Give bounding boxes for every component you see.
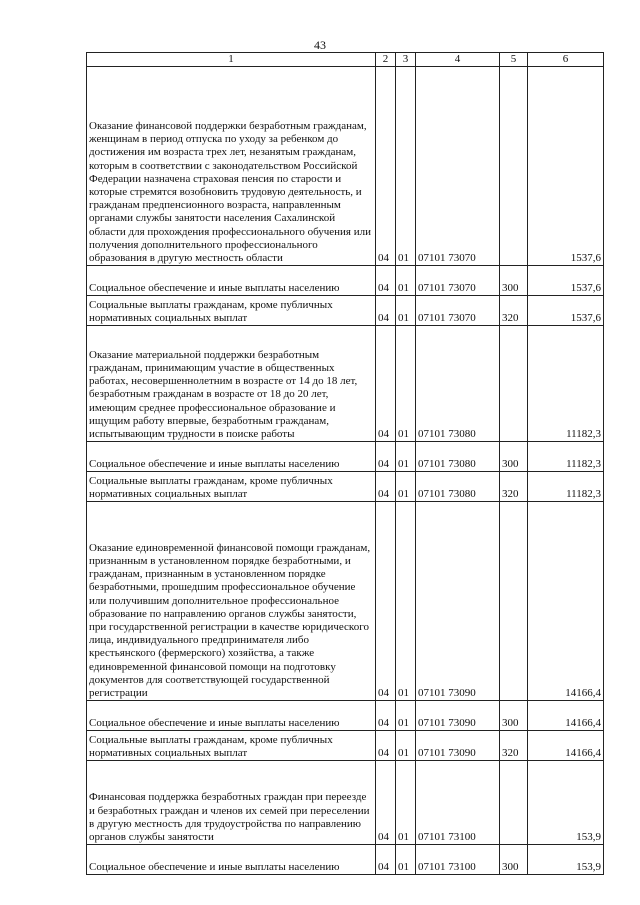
target-article-code: 07101 73090 [416,731,500,761]
subsection-code: 01 [396,701,416,731]
row-name: Социальные выплаты гражданам, кроме публичных нормативных социальных выплат [87,472,376,502]
expense-type-code: 300 [500,845,528,875]
expense-type-code [500,326,528,442]
target-article-code: 07101 73070 [416,67,500,266]
column-header: 2 [376,53,396,67]
row-name: Оказание финансовой поддержки безработным гражданам, женщинам в период отпуска по уходу за ребенком до достижения им возраста трех лет, незанятым гражданам, которым в соответствии с законодательством Российской Федерации назначена страховая пенсия по старости и которые стремятся возобновить трудовую деятельность, и гражданам предпенсионного возраста, направленным органами службы занятости населения Сахалинской области для прохождения профессионального обучения или получения дополнительного профессионального образования в другую местность области [87,67,376,266]
amount-value: 11182,3 [528,472,604,502]
target-article-code: 07101 73100 [416,761,500,845]
table-row [87,266,604,296]
table-row [87,442,604,472]
subsection-code: 01 [396,67,416,266]
section-code: 04 [376,845,396,875]
subsection-code: 01 [396,845,416,875]
section-code: 04 [376,296,396,326]
target-article-code: 07101 73080 [416,442,500,472]
amount-value: 11182,3 [528,442,604,472]
target-article-code: 07101 73100 [416,845,500,875]
subsection-code: 01 [396,761,416,845]
table-row [87,761,604,845]
row-name: Социальное обеспечение и иные выплаты населению [87,442,376,472]
table-row [87,502,604,701]
subsection-code: 01 [396,326,416,442]
section-code: 04 [376,502,396,701]
amount-value: 153,9 [528,845,604,875]
row-name: Социальные выплаты гражданам, кроме публичных нормативных социальных выплат [87,731,376,761]
table-row [87,326,604,442]
amount-value: 153,9 [528,761,604,845]
section-code: 04 [376,326,396,442]
expense-type-code: 320 [500,472,528,502]
row-name: Социальное обеспечение и иные выплаты населению [87,701,376,731]
target-article-code: 07101 73070 [416,266,500,296]
expense-type-code: 300 [500,266,528,296]
subsection-code: 01 [396,296,416,326]
column-header: 6 [528,53,604,67]
expense-type-code [500,761,528,845]
table-row [87,472,604,502]
row-name: Оказание материальной поддержки безработным гражданам, принимающим участие в общественных работах, несовершеннолетним в возрасте от 14 до 18 лет, безработным гражданам в возрасте от 18 до 20 лет, имеющим среднее профессиональное образование и ищущим работу впервые, безработным гражданам, испытывающим трудности в поиске работы [87,326,376,442]
amount-value: 14166,4 [528,731,604,761]
row-name: Оказание единовременной финансовой помощи гражданам, признанным в установленном порядке безработными, и гражданам, признанным в установленном порядке безработными, прошедшим профессиональное обучение или получившим дополнительное профессиональное образование по направлению органов службы занятости, при государственной регистрации в качестве юридического лица, индивидуального предпринимателя либо крестьянского (фермерского) хозяйства, а также единовременной финансовой помощи на подготовку документов для соответствующей государственной регистрации [87,502,376,701]
table-row [87,845,604,875]
amount-value: 14166,4 [528,502,604,701]
row-name: Финансовая поддержка безработных граждан при переезде и безработных граждан и членов их семей при переселении в другую местность для трудоустройства по направлению органов службы занятости [87,761,376,845]
column-header: 5 [500,53,528,67]
column-header: 3 [396,53,416,67]
row-name: Социальные выплаты гражданам, кроме публичных нормативных социальных выплат [87,296,376,326]
expense-type-code: 320 [500,731,528,761]
subsection-code: 01 [396,731,416,761]
expense-type-code [500,67,528,266]
table-header-row [87,53,604,67]
section-code: 04 [376,472,396,502]
section-code: 04 [376,442,396,472]
amount-value: 1537,6 [528,67,604,266]
amount-value: 14166,4 [528,701,604,731]
amount-value: 1537,6 [528,296,604,326]
section-code: 04 [376,701,396,731]
expense-type-code: 300 [500,442,528,472]
target-article-code: 07101 73090 [416,701,500,731]
table-row [87,731,604,761]
subsection-code: 01 [396,472,416,502]
section-code: 04 [376,731,396,761]
expense-type-code: 300 [500,701,528,731]
subsection-code: 01 [396,442,416,472]
column-header: 4 [416,53,500,67]
target-article-code: 07101 73080 [416,326,500,442]
table-row [87,67,604,266]
target-article-code: 07101 73090 [416,502,500,701]
section-code: 04 [376,761,396,845]
amount-value: 11182,3 [528,326,604,442]
expense-type-code: 320 [500,296,528,326]
subsection-code: 01 [396,266,416,296]
target-article-code: 07101 73080 [416,472,500,502]
budget-table [86,52,604,875]
row-name: Социальное обеспечение и иные выплаты населению [87,266,376,296]
page-number: 43 [314,38,326,52]
section-code: 04 [376,67,396,266]
row-name: Социальное обеспечение и иные выплаты населению [87,845,376,875]
column-header: 1 [87,53,376,67]
subsection-code: 01 [396,502,416,701]
table-body [87,67,604,875]
amount-value: 1537,6 [528,266,604,296]
expense-type-code [500,502,528,701]
table-row [87,296,604,326]
section-code: 04 [376,266,396,296]
table-row [87,701,604,731]
target-article-code: 07101 73070 [416,296,500,326]
